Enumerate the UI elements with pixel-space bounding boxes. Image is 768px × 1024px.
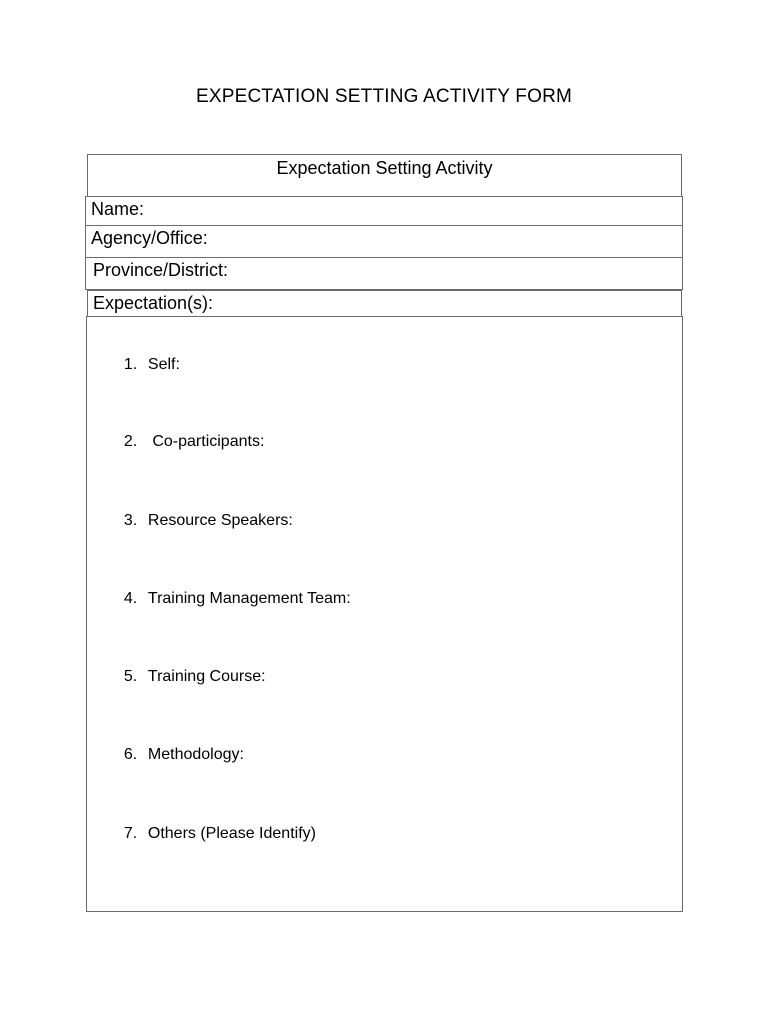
item-label: Training Management Team: bbox=[147, 590, 351, 607]
item-number: 4. bbox=[123, 590, 138, 607]
expectations-label: Expectation(s): bbox=[93, 293, 214, 313]
document-title: EXPECTATION SETTING ACTIVITY FORM bbox=[195, 86, 573, 107]
item-number: 3. bbox=[123, 512, 138, 529]
item-number: 5. bbox=[123, 668, 138, 685]
name-field-row[interactable] bbox=[85, 196, 683, 226]
item-label: Training Course: bbox=[147, 668, 266, 685]
item-number: 6. bbox=[123, 746, 138, 763]
item-label: Methodology: bbox=[147, 746, 244, 763]
expectations-header-row bbox=[87, 290, 682, 317]
item-number: 7. bbox=[123, 825, 138, 842]
expectation-item-training-management-team bbox=[115, 572, 351, 608]
item-label: Self: bbox=[147, 356, 180, 373]
province-district-field-row[interactable] bbox=[85, 257, 683, 290]
expectation-item-methodology bbox=[115, 728, 244, 764]
item-number: 2. bbox=[123, 433, 138, 450]
item-label: Others (Please Identify) bbox=[147, 825, 316, 842]
expectation-item-self bbox=[115, 338, 180, 374]
expectation-item-resource-speakers bbox=[115, 494, 293, 530]
item-label: Resource Speakers: bbox=[147, 512, 293, 529]
expectation-item-co-participants bbox=[115, 415, 264, 451]
form-header-label: Expectation Setting Activity bbox=[276, 158, 493, 178]
expectation-item-others bbox=[115, 807, 316, 843]
province-district-label: Province/District: bbox=[93, 260, 229, 280]
agency-office-label: Agency/Office: bbox=[91, 228, 208, 248]
agency-office-field-row[interactable] bbox=[85, 225, 683, 258]
expectation-item-training-course bbox=[115, 650, 266, 686]
name-label: Name: bbox=[91, 199, 145, 219]
item-number: 1. bbox=[123, 356, 138, 373]
item-label: Co-participants: bbox=[147, 433, 265, 450]
form-header-row bbox=[87, 154, 682, 197]
